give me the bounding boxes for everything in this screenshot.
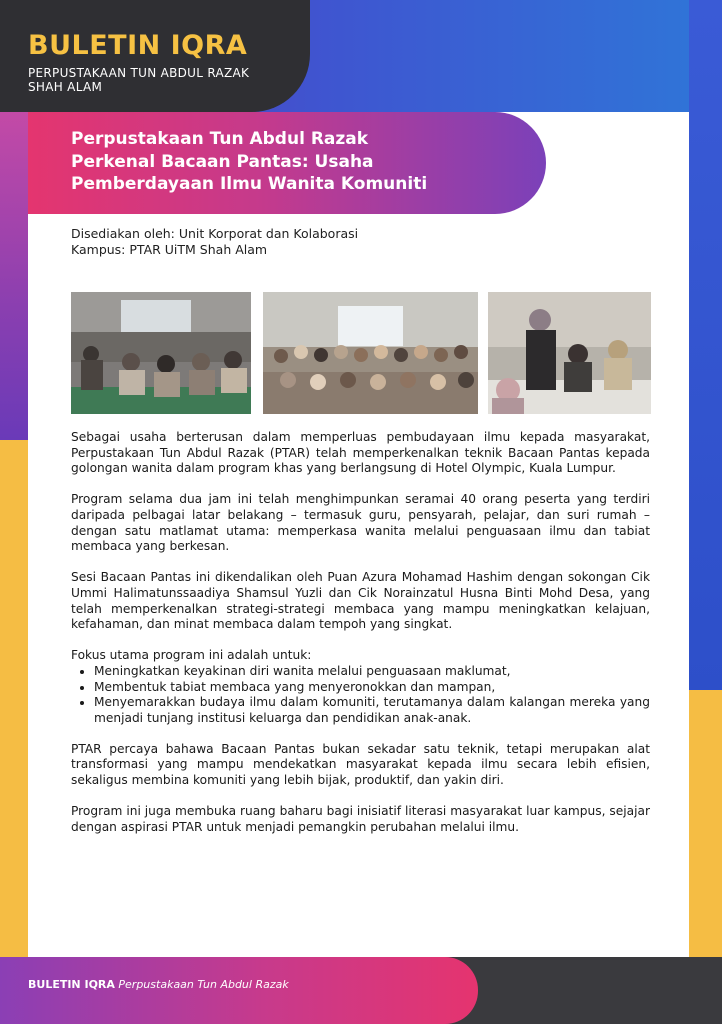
- prepared-by: Disediakan oleh: Unit Korporat dan Kolaborasi: [71, 226, 359, 241]
- article-meta: [71, 226, 358, 258]
- focus-list-item: • Menyemarakkan budaya ilmu dalam komuniti, terutamanya dalam kalangan mereka yang menjadi tunjang institusi keluarga dan pendidikan anak-anak.: [94, 695, 650, 726]
- article-title-line1: Perpustakaan Tun Abdul Razak: [71, 129, 369, 149]
- paragraph: Sebagai usaha berterusan dalam memperluas pembudayaan ilmu kepada masyarakat, Perpustakaan Tun Abdul Razak (PTAR) telah memperkenalkan teknik Bacaan Pantas kepada golongan wanita dalam program khas yang berlangsung di Hotel Olympic, Kuala Lumpur.: [71, 430, 650, 476]
- article-title-line3: Pemberdayaan Ilmu Wanita Komuniti: [71, 174, 428, 194]
- paragraph: Program selama dua jam ini telah menghimpunkan seramai 40 orang peserta yang terdiri daripada pelbagai latar belakang – termasuk guru, pensyarah, pelajar, dan suri rumah – dengan satu matlamat utama: memperkasa wanita melalui penguasaan ilmu dan tabiat membaca yang berkesan.: [71, 492, 650, 554]
- article-body: [71, 430, 650, 851]
- masthead-title: BULETIN IQRA: [28, 30, 248, 61]
- footer-tagline: Perpustakaan Tun Abdul Razak: [118, 978, 289, 991]
- left-decor-stripe-purple: [0, 110, 28, 440]
- article-title-line2: Perkenal Bacaan Pantas: Usaha: [71, 151, 374, 172]
- event-photo-group: [263, 292, 478, 414]
- masthead: [0, 0, 310, 112]
- right-decor-stripe-blue: [689, 0, 722, 690]
- masthead-subtitle: [28, 66, 308, 94]
- paragraph: Program ini juga membuka ruang baharu bagi inisiatif literasi masyarakat luar kampus, sejajar dengan aspirasi PTAR untuk menjadi pemangkin perubahan melalui ilmu.: [71, 804, 650, 834]
- masthead-subtitle-line2: SHAH ALAM: [28, 80, 103, 94]
- right-decor-stripe-yellow: [689, 690, 722, 960]
- footer-brand: BULETIN IQRA: [28, 978, 115, 991]
- focus-list: [71, 664, 650, 726]
- campus: Kampus: PTAR UiTM Shah Alam: [71, 242, 268, 257]
- event-photo-facilitator: [488, 292, 651, 414]
- left-decor-stripe-yellow: [0, 440, 28, 960]
- masthead-subtitle-line1: PERPUSTAKAAN TUN ABDUL RAZAK: [28, 66, 250, 80]
- focus-list-item: • Meningkatkan keyakinan diri wanita melalui penguasaan maklumat,: [94, 664, 650, 680]
- focus-list-item: • Membentuk tabiat membaca yang menyeronokkan dan mampan,: [94, 680, 650, 696]
- paragraph: Sesi Bacaan Pantas ini dikendalikan oleh Puan Azura Mohamad Hashim dengan sokongan Cik Ummi Halimatunssaadiya Shamsul Yuzli dan Cik Norainzatul Husna Binti Mohd Desa, yang telah memperkenalkan strategi-strategi membaca yang mampu meningkatkan kelajuan, kefahaman, dan minat membaca dalam tempoh yang singkat.: [71, 570, 650, 632]
- event-photo-presentation: [71, 292, 251, 414]
- focus-intro: Fokus utama program ini adalah untuk:: [71, 648, 312, 663]
- paragraph: PTAR percaya bahawa Bacaan Pantas bukan sekadar satu teknik, tetapi merupakan alat transformasi yang mampu mendekatkan masyarakat kepada ilmu secara lebih efisien, sekaligus membina komuniti yang lebih bijak, produktif, dan yakin diri.: [71, 741, 650, 788]
- footer-label: [28, 978, 289, 991]
- article-title: [71, 128, 501, 196]
